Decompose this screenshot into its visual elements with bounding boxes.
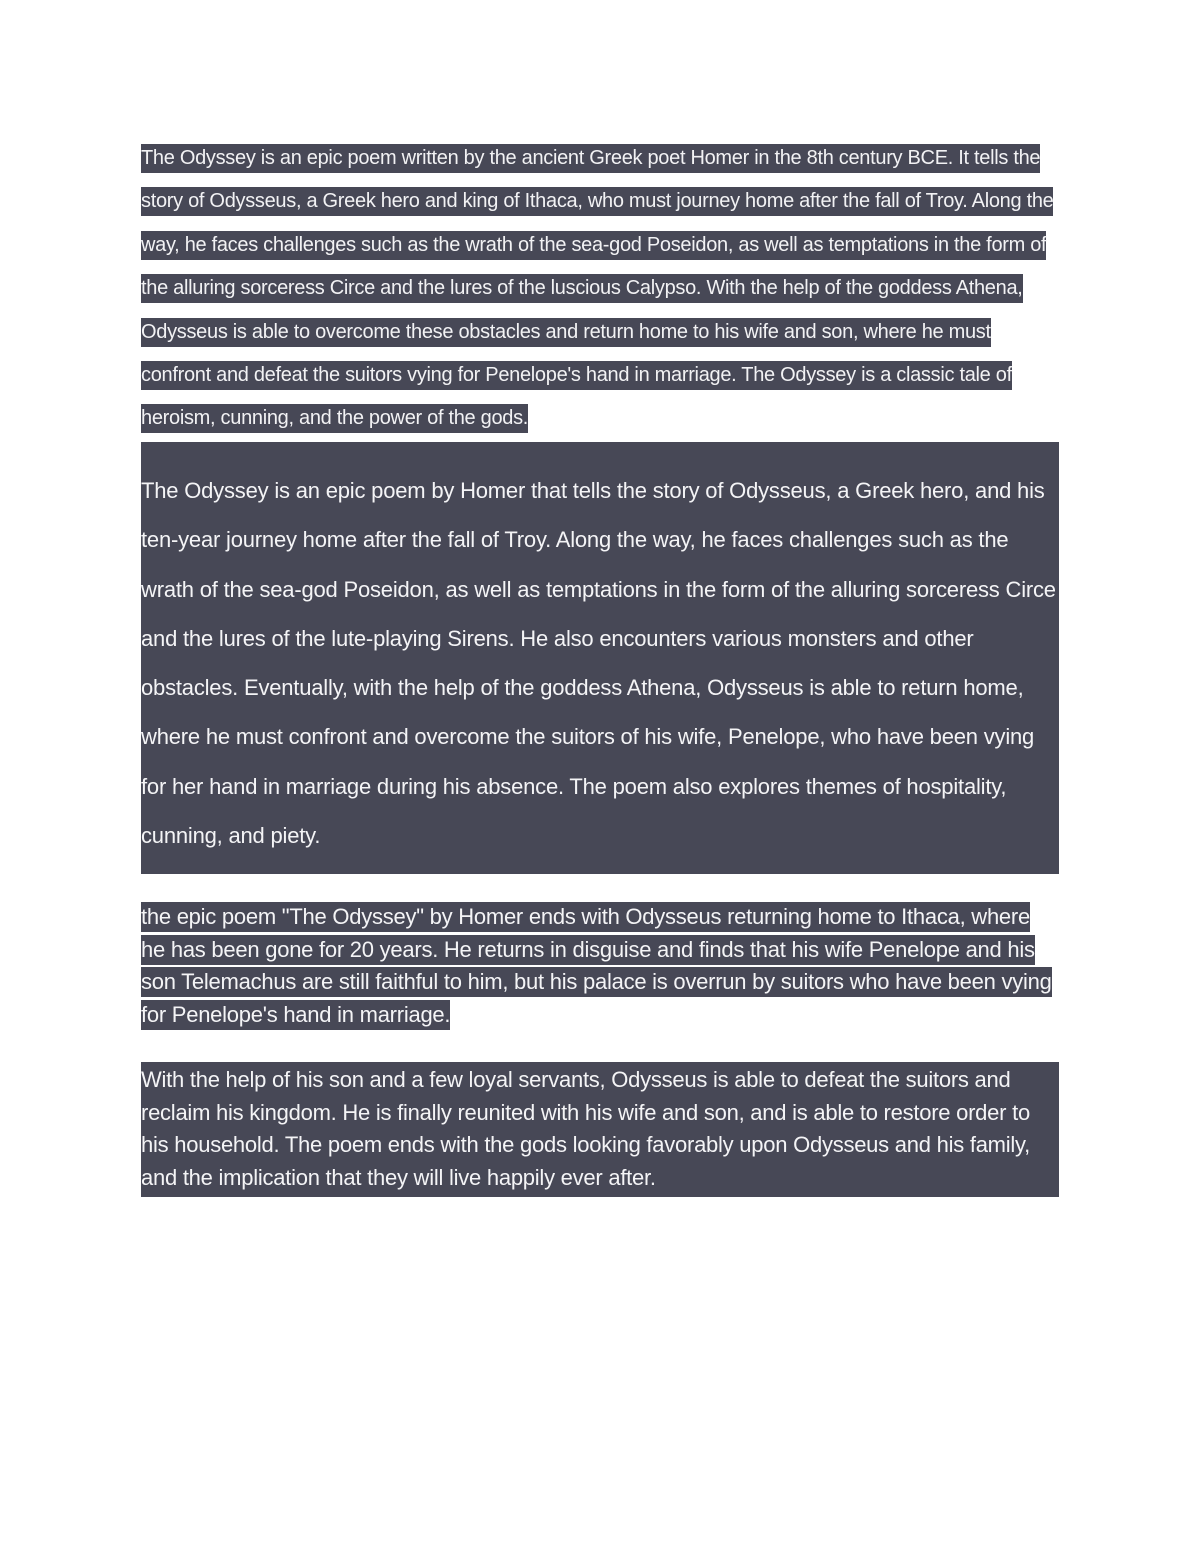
paragraph-4[interactable]: With the help of his son and a few loyal servants, Odysseus is able to defeat the suitors and reclaim his kingdom. He is finally reunited with his wife and son, and is able to restore order to his household. The poem ends with the gods looking favorably upon Odysseus and his family, and the implication that they will live happily ever after.: [141, 1062, 1059, 1197]
paragraph-3-text[interactable]: the epic poem "The Odyssey" by Homer ends with Odysseus returning home to Ithaca, where he has been gone for 20 years. He returns in disguise and finds that his wife Penelope and his son Telemachus are still faithful to him, but his palace is overrun by suitors who have been vying for Penelope's hand in marriage.: [141, 902, 1052, 1030]
paragraph-2[interactable]: The Odyssey is an epic poem by Homer that tells the story of Odysseus, a Greek hero, and his ten-year journey home after the fall of Troy. Along the way, he faces challenges such as the wrath of the sea-god Poseidon, as well as temptations in the form of the alluring sorceress Circe and the lures of the lute-playing Sirens. He also encounters various monsters and other obstacles. Eventually, with the help of the goddess Athena, Odysseus is able to return home, where he must confront and overcome the suitors of his wife, Penelope, who have been vying for her hand in marriage during his absence. The poem also explores themes of hospitality, cunning, and piety.: [141, 442, 1059, 874]
paragraph-1-text[interactable]: The Odyssey is an epic poem written by the ancient Greek poet Homer in the 8th century BCE. It tells the story of Odysseus, a Greek hero and king of Ithaca, who must journey home after the fall of Troy. Along the way, he faces challenges such as the wrath of the sea-god Poseidon, as well as temptations in the form of the alluring sorceress Circe and the lures of the luscious Calypso. With the help of the goddess Athena, Odysseus is able to overcome these obstacles and return home to his wife and son, where he must confront and defeat the suitors vying for Penelope's hand in marriage. The Odyssey is a classic tale of heroism, cunning, and the power of the gods.: [141, 144, 1053, 433]
paragraph-1: [141, 137, 1059, 441]
paragraph-3: [141, 901, 1059, 1031]
